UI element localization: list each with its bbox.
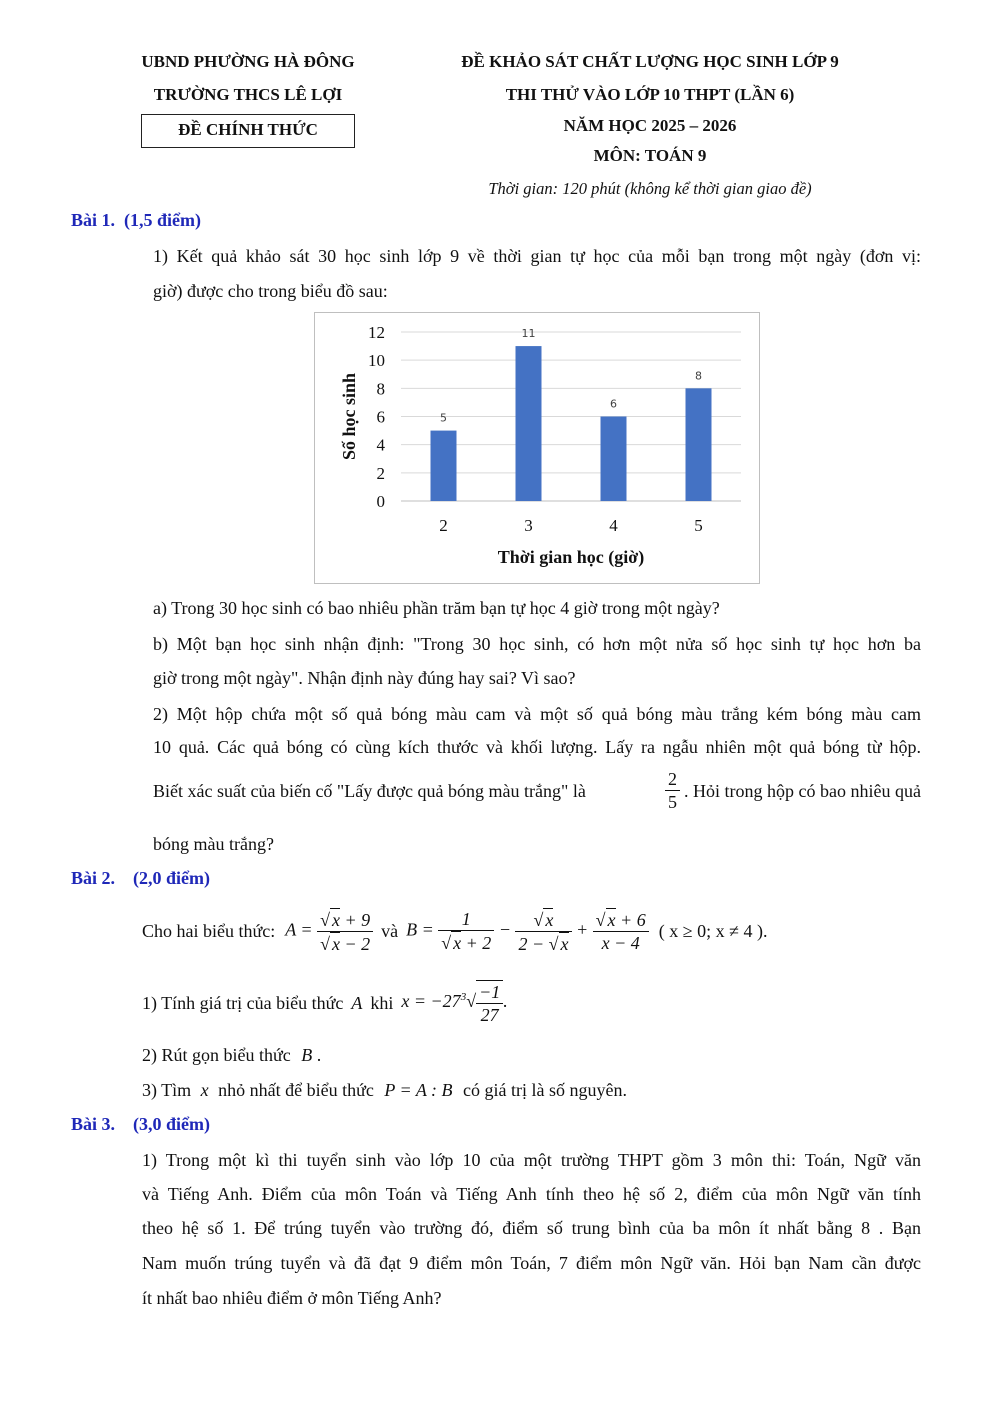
bai1-title: Bài 1. [71, 210, 116, 230]
bar [601, 417, 627, 502]
bai1-p2-line1: 2) Một hộp chứa một số quả bóng màu cam và một số quả bóng màu trắng kém bóng màu cam [153, 704, 921, 724]
bai2-q3-var-x: x [200, 1080, 209, 1100]
bai3-line1: 1) Trong một kì thi tuyển sinh vào lớp 10 của một trường THPT gồm 3 môn thi: Toán, Ngữ văn [142, 1150, 921, 1170]
y-tick-label: 10 [368, 351, 385, 371]
bai2-q3-middle: nhỏ nhất để biểu thức [218, 1080, 374, 1100]
bai2-q3-start: 3) Tìm [142, 1080, 192, 1100]
expression-b: B = $\frac{1}{√ x + 2}$ − $\frac{√ x}{2 - √ x}$ + $\frac{√ x + 6}{x - 4}$ [406, 908, 649, 955]
bai1-heading [71, 210, 201, 231]
header-right-line2: THI THỬ VÀO LỚP 10 THPT (LẦN 6) [505, 85, 795, 104]
bai1-question-a: a) Trong 30 học sinh có bao nhiêu phần trăm bạn tự học 4 giờ trong một ngày? [153, 598, 720, 618]
bai1-p2-line3-start: Biết xác suất của biến cố "Lấy được quả bóng màu trắng" là [153, 780, 586, 801]
bai3-heading [71, 1114, 210, 1135]
bai1-p2-line2: 10 quả. Các quả bóng có cùng kích thước và khối lượng. Lấy ra ngẫu nhiên một quả bóng từ hộp. [153, 737, 921, 757]
bai2-question-1 [142, 976, 508, 1030]
bai2-question-2: 2) Rút gọn biểu thức B . [142, 1045, 322, 1065]
bai1-p2-line3-end [661, 768, 921, 813]
bai3-line5: ít nhất bao nhiêu điểm ở môn Tiếng Anh? [142, 1288, 442, 1308]
probability-denominator: 5 [668, 792, 678, 812]
header-right-line3: NĂM HỌC 2025 – 2026 [563, 116, 737, 135]
x-axis-title: Thời gian học (giờ) [497, 547, 645, 567]
probability-numerator: 2 [665, 768, 680, 791]
y-tick-label: 6 [376, 407, 385, 427]
x-tick-label: 5 [694, 516, 703, 535]
official-badge: ĐỀ CHÍNH THỨC [141, 114, 355, 148]
expression-p: P = A : B [384, 1080, 453, 1100]
y-tick-label: 8 [376, 379, 385, 399]
bai2-points: (2,0 điểm) [133, 868, 210, 888]
y-tick-label: 2 [376, 463, 385, 483]
data-label: 11 [521, 327, 536, 341]
x-tick-label: 3 [524, 516, 533, 535]
bai2-q1-text: 1) Tính giá trị của biểu thức [142, 992, 344, 1013]
bai1-question-b-line1: b) Một bạn học sinh nhận định: "Trong 30 học sinh, có hơn một nửa số học sinh tự học hơn ba [153, 634, 921, 654]
bai2-expressions [142, 902, 767, 960]
x-tick-label: 2 [439, 516, 448, 535]
bai1-p1-line2: giờ) được cho trong biểu đồ sau: [153, 281, 388, 301]
bai3-title: Bài 3. [71, 1114, 116, 1134]
data-label: 8 [695, 369, 702, 383]
bai2-q2-text: 2) Rút gọn biểu thức [142, 1045, 291, 1065]
bai2-q1-when: khi [370, 992, 394, 1013]
bai1-p1-line1: 1) Kết quả khảo sát 30 học sinh lớp 9 về thời gian tự học của mỗi bạn trong một ngày (đơn vị: [153, 246, 921, 266]
bai3-points: (3,0 điểm) [133, 1114, 210, 1134]
bai2-intro: Cho hai biểu thức: [142, 920, 276, 941]
bai2-title: Bài 2. [71, 868, 116, 888]
bai2-question-3 [142, 1073, 627, 1107]
header-left-line2: TRƯỜNG THCS LÊ LỢI [153, 85, 343, 104]
bar [431, 431, 457, 501]
bai2-q3-end: có giá trị là số nguyên. [463, 1080, 628, 1100]
data-label: 6 [610, 397, 617, 411]
bar [686, 388, 712, 501]
bar [516, 346, 542, 501]
bar-chart [315, 313, 759, 583]
bai2-heading [71, 868, 210, 889]
bai2-and: và [381, 920, 399, 941]
bai2-q2-var-b: B [301, 1045, 313, 1065]
y-tick-label: 12 [368, 323, 385, 342]
x-tick-label: 4 [609, 516, 618, 535]
data-label: 5 [440, 411, 447, 425]
bai1-points: (1,5 điểm) [124, 210, 201, 230]
exam-time: Thời gian: 120 phút (không kể thời gian giao đề) [488, 179, 812, 198]
bai3-line3: theo hệ số 1. Để trúng tuyển vào trường đó, điểm số trung bình của ba môn ít nhất bằng 8 . Bạn [142, 1218, 921, 1238]
y-tick-label: 0 [376, 492, 385, 511]
bai1-p2-line3 [153, 768, 921, 813]
bai1-p2-line3-tail: . Hỏi trong hộp có bao nhiêu quả [684, 780, 921, 801]
expression-a-fraction: $\frac{√ x + 9}{√ x - 2}$ [317, 908, 373, 955]
expression-condition: ( x ≥ 0; x ≠ 4 ). [658, 920, 768, 941]
bar-chart-frame [314, 312, 760, 584]
header-right-line1: ĐỀ KHẢO SÁT CHẤT LƯỢNG HỌC SINH LỚP 9 [461, 52, 839, 71]
x-value-expression: $x = -27^3√$ $\frac{-1}{27}$ . [401, 982, 508, 1025]
bai1-question-b-line2: giờ trong một ngày". Nhận định này đúng hay sai? Vì sao? [153, 668, 576, 688]
bai3-line2: và Tiếng Anh. Điểm của môn Toán và Tiếng Anh tính theo hệ số 2, điểm của môn Ngữ văn tính [142, 1184, 921, 1204]
probability-fraction [665, 768, 680, 813]
y-tick-label: 4 [376, 435, 385, 455]
bai1-p2-line4: bóng màu trắng? [153, 834, 274, 854]
bai3-line4: Nam muốn trúng tuyển và đã đạt 9 điểm môn Toán, 7 điểm môn Ngữ văn. Hỏi bạn Nam cần được [142, 1253, 921, 1273]
header-left-line1: UBND PHƯỜNG HÀ ĐÔNG [141, 52, 355, 71]
bai2-q1-var-a: A [351, 992, 363, 1013]
expression-a: A = $\frac{√ x + 9}{√ x - 2}$ [285, 908, 373, 955]
y-axis-title: Số học sinh [339, 372, 359, 461]
header-right-line4: MÔN: TOÁN 9 [593, 146, 707, 165]
